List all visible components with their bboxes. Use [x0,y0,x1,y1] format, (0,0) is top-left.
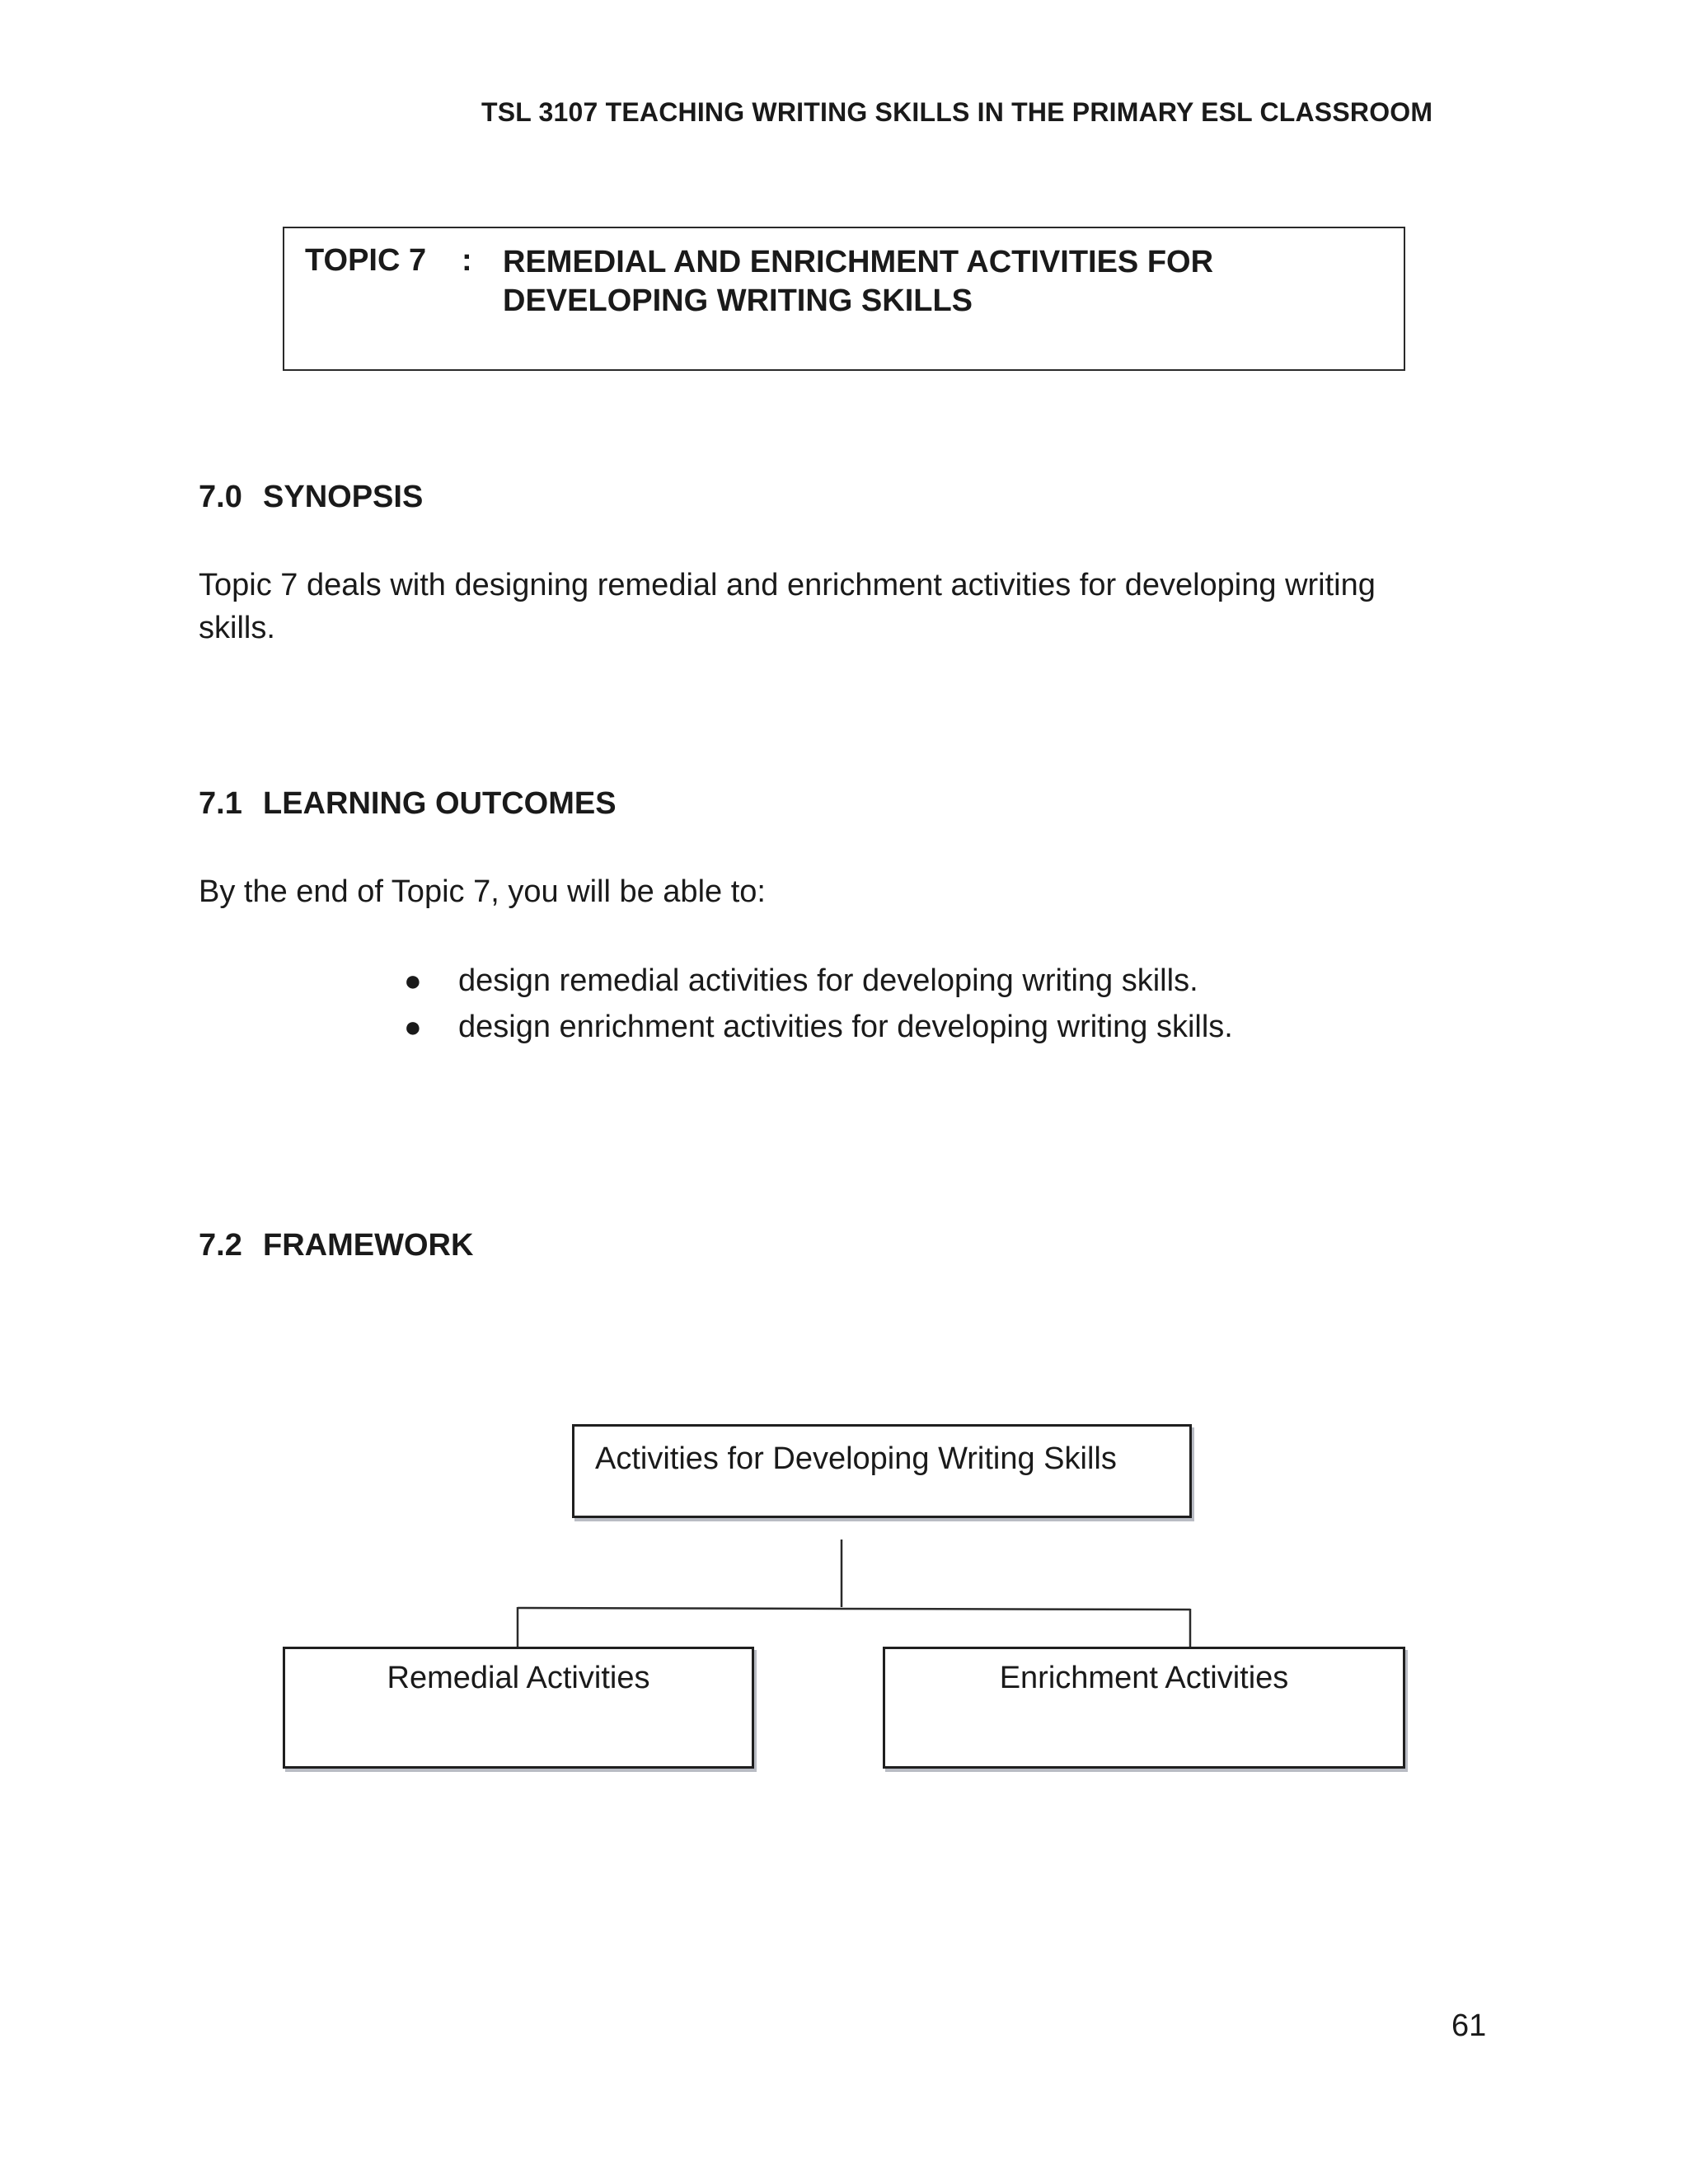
synopsis-text [199,564,1484,649]
framework-remedial-label: Remedial Activities [387,1661,650,1695]
topic-title-box [283,227,1405,371]
page-header: TSL 3107 TEACHING WRITING SKILLS IN THE PRIMARY ESL CLASSROOM [481,97,1433,127]
framework-number: 7.2 [199,1228,242,1263]
topic-label: TOPIC 7 [305,243,427,278]
bullet-icon: ● [404,963,422,997]
framework-root-label: Activities for Developing Writing Skills [595,1441,1117,1476]
synopsis-text-line1: Topic 7 deals with designing remedial and enrichment activities for developing writing [199,568,1376,602]
topic-separator: : [462,243,472,278]
bullet-icon: ● [404,1010,422,1043]
framework-enrichment-label: Enrichment Activities [999,1661,1289,1695]
synopsis-heading [199,480,423,515]
topic-title [503,243,1213,321]
synopsis-number: 7.0 [199,480,242,514]
learning-outcomes-number: 7.1 [199,786,242,821]
synopsis-text-line2: skills. [199,611,275,645]
learning-outcomes-intro: By the end of Topic 7, you will be able to: [199,874,766,909]
framework-enrichment-box [883,1647,1405,1769]
list-item [404,958,1233,1004]
connector-branch [518,1608,1190,1610]
synopsis-title: SYNOPSIS [263,480,424,514]
framework-root-box [572,1424,1192,1518]
learning-outcomes-list [404,958,1233,1050]
topic-title-line1: REMEDIAL AND ENRICHMENT ACTIVITIES FOR [503,245,1214,279]
outcome-text: design remedial activities for developing writing skills. [458,963,1198,998]
framework-remedial-box [283,1647,754,1769]
learning-outcomes-title: LEARNING OUTCOMES [263,786,617,821]
topic-title-line2: DEVELOPING WRITING SKILLS [503,284,973,318]
learning-outcomes-heading [199,786,617,822]
outcome-text: design enrichment activities for developing writing skills. [458,1010,1233,1044]
framework-title: FRAMEWORK [263,1228,474,1263]
page-number: 61 [1451,2008,1487,2043]
framework-heading [199,1228,473,1263]
list-item [404,1004,1233,1050]
